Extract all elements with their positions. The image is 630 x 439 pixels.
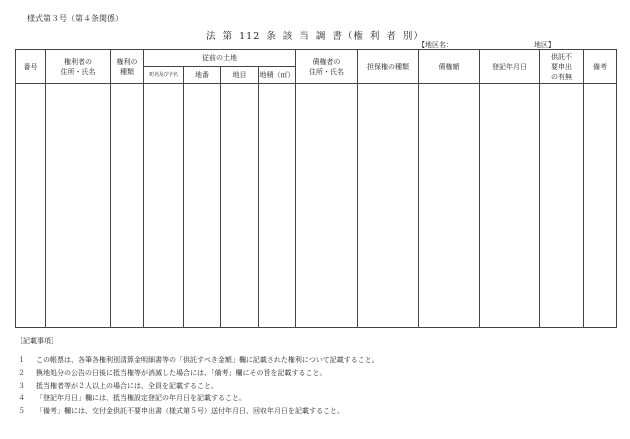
header-rights-holder-line1: 権利者の — [64, 57, 92, 66]
header-right-type-line2: 種類 — [120, 67, 134, 76]
note-item — [18, 367, 379, 380]
notes-title: ［記載事項］ — [16, 337, 58, 345]
note-item — [18, 405, 379, 418]
header-deposit-line1: 供託不 — [551, 52, 572, 61]
region-suffix: 地区】 — [534, 41, 555, 49]
note-text: 抵当権者等が２人以上の場合には、全員を記載すること。 — [36, 381, 218, 390]
cell-lot-number[interactable] — [184, 84, 221, 328]
header-number: 番号 — [16, 50, 46, 84]
cell-registration-date[interactable] — [480, 84, 540, 328]
note-number: ５ — [18, 407, 25, 416]
cell-number[interactable] — [16, 84, 46, 328]
note-number: １ — [18, 356, 25, 364]
header-right-type-line1: 権利の — [116, 57, 138, 66]
cell-rights-holder[interactable] — [46, 84, 111, 328]
header-lot-number: 地番 — [184, 67, 221, 84]
header-deposit-exemption — [540, 50, 584, 84]
cell-remarks[interactable] — [584, 84, 617, 328]
note-text: 換地処分の公告の日後に抵当権等が消滅した場合には、「備考」欄にその旨を記載すること。 — [36, 368, 327, 377]
header-former-land: 従前の土地 — [144, 50, 296, 67]
header-creditor — [296, 50, 358, 84]
header-land-category: 地目 — [221, 67, 259, 84]
note-number: ３ — [18, 381, 25, 390]
note-text: この帳票は、各筆各権利別清算金明細書等の「供託すべき金額」欄に記載された権利について記載すること。 — [36, 356, 379, 364]
note-item — [18, 392, 379, 405]
table-row — [16, 84, 617, 328]
document-title: 法 第 112 条 該 当 調 書（権 利 者 別） — [206, 31, 424, 42]
header-rights-holder — [46, 50, 111, 84]
note-item — [18, 354, 379, 367]
note-item — [18, 380, 379, 393]
note-text: 「登記年月日」欄には、抵当権設定登記の年月日を記載すること。 — [36, 394, 246, 403]
header-security-type: 担保権の種類 — [358, 50, 419, 84]
header-deposit-line3: の有無 — [551, 72, 572, 81]
cell-security-type[interactable] — [358, 84, 419, 328]
header-deposit-line2: 要申出 — [551, 62, 572, 71]
note-text: 「備考」欄には、交付金供託不要申出書（様式第５号）送付年月日、回収年月日を記載すること。 — [36, 407, 344, 416]
survey-table — [15, 49, 617, 328]
cell-area[interactable] — [259, 84, 296, 328]
notes-list — [18, 354, 379, 418]
header-rights-holder-line2: 住所・氏名 — [60, 67, 96, 76]
note-number: ４ — [18, 394, 25, 403]
header-remarks: 備考 — [584, 50, 617, 84]
cell-deposit-exemption[interactable] — [540, 84, 584, 328]
header-creditor-line2: 住所・氏名 — [309, 67, 344, 76]
header-right-type — [111, 50, 144, 84]
form-number: 様式第３号（第４条関係） — [27, 14, 123, 23]
header-registration-date: 登記年月日 — [480, 50, 540, 84]
cell-claim-amount[interactable] — [419, 84, 480, 328]
note-number: ２ — [18, 368, 25, 377]
region-label: 【地区名： — [418, 41, 453, 49]
cell-creditor[interactable] — [296, 84, 358, 328]
header-claim-amount: 債権額 — [419, 50, 480, 84]
cell-town-name[interactable] — [144, 84, 184, 328]
header-area: 地積（㎡） — [259, 67, 296, 84]
cell-land-category[interactable] — [221, 84, 259, 328]
header-creditor-line1: 債権者の — [312, 57, 341, 66]
header-town-name: 町名及び字名 — [144, 67, 184, 84]
cell-right-type[interactable] — [111, 84, 144, 328]
